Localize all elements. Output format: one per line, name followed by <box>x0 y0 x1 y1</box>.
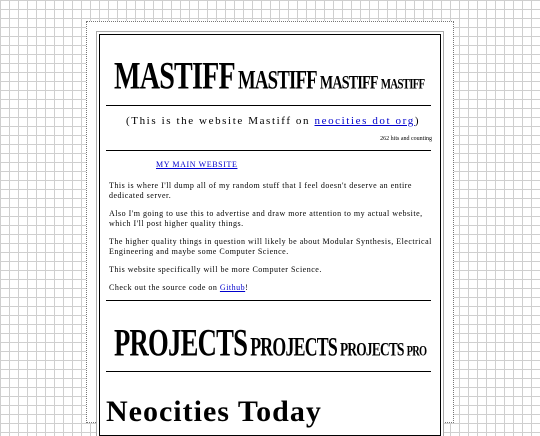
mastiff-title-large: MASTIFF <box>114 54 235 98</box>
neocities-link[interactable]: neocities dot org <box>314 115 415 127</box>
source-code-paragraph <box>109 283 434 293</box>
computer-science-paragraph: This website specifically will be more Computer Science. <box>109 265 322 274</box>
main-website-link[interactable]: MY MAIN WEBSITE <box>156 160 238 169</box>
source-text: Check out the source code on <box>109 283 220 292</box>
advertise-paragraph: Also I'm going to use this to advertise and draw more attention to my actual website, which I'll post higher quality things. <box>109 209 423 228</box>
next-section-heading: Neocities Today <box>106 395 322 428</box>
site-subtitle <box>126 115 420 127</box>
projects-title-small: PROJECTS <box>340 338 404 360</box>
mastiff-title-small: MASTIFF <box>319 71 378 93</box>
hit-counter: 262 hits and counting <box>380 136 432 142</box>
divider <box>106 371 431 372</box>
projects-title-smallest: PRO <box>406 343 427 360</box>
content-panel <box>99 34 441 436</box>
divider <box>106 150 431 151</box>
projects-title-medium: PROJECTS <box>250 334 338 363</box>
subtitle-close: ) <box>414 115 421 127</box>
intro-paragraph: This is where I'll dump all of my random stuff that I feel doesn't deserve an entire dedicated server. <box>109 181 412 200</box>
divider <box>106 105 431 106</box>
topics-paragraph: The higher quality things in question will likely be about Modular Synthesis, Electrical Engineering and maybe some Computer Science. <box>109 237 432 256</box>
projects-title-large: PROJECTS <box>114 321 248 365</box>
github-link[interactable]: Github <box>219 283 246 292</box>
subtitle-text: (This is the website Mastiff on <box>126 115 315 127</box>
divider <box>106 300 431 301</box>
mastiff-title-medium: MASTIFF <box>238 67 317 96</box>
projects-title-banner <box>114 320 427 365</box>
mastiff-title-banner <box>114 53 425 98</box>
source-exclaim: ! <box>245 283 249 292</box>
mastiff-title-smallest: MASTIFF <box>380 76 425 93</box>
